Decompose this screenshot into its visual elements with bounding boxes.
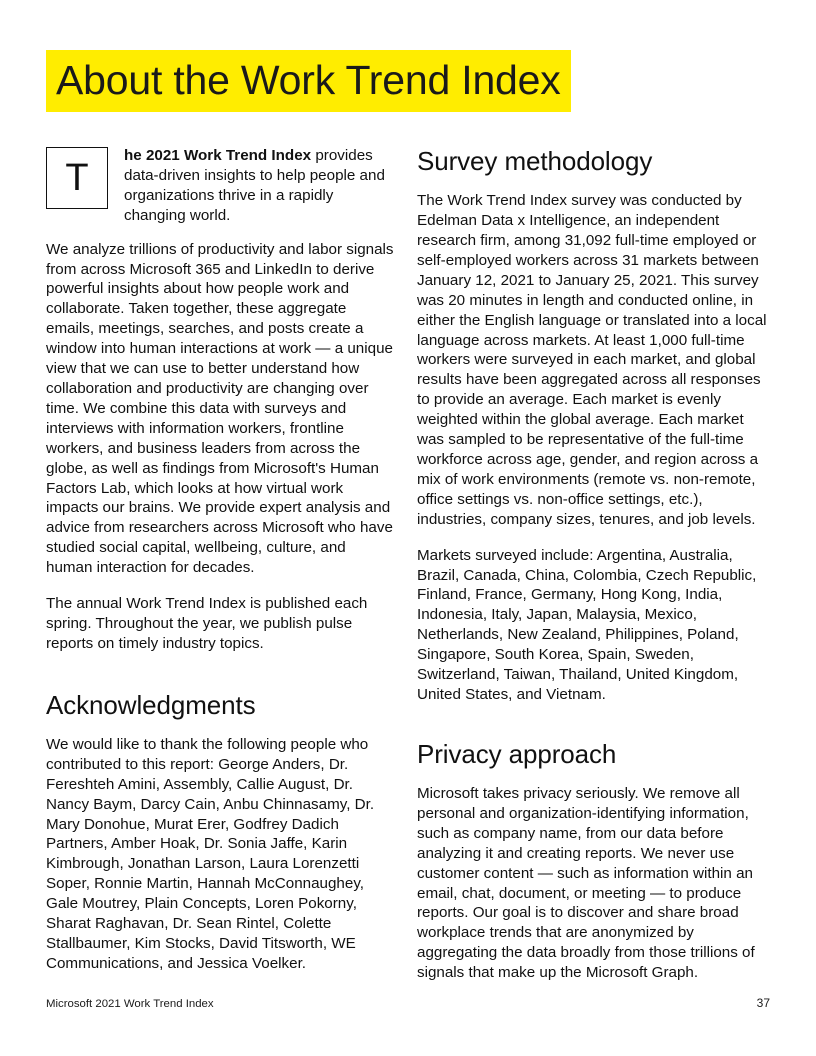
survey-paragraph-2: Markets surveyed include: Argentina, Australia, Brazil, Canada, China, Colombia, Czech Republic, Finland, France, Germany, Hong Kong, India, Indonesia, Italy, Japan, Malaysia, Mexico, Netherlands, New Zealand, Philippines, Poland, Singapore, South Korea, Spain, Sweden, Switzerland, Taiwan, Thailand, United Kingdom, United States, and Vietnam. [417, 546, 757, 703]
left-column [46, 146, 394, 990]
page-footer [46, 996, 770, 1010]
survey-methodology-heading: Survey methodology [417, 146, 653, 176]
intro-lead-bold: he 2021 Work Trend Index [124, 147, 312, 164]
page-title: About the Work Trend Index [46, 50, 571, 112]
privacy-paragraph-1: Microsoft takes privacy seriously. We remove all personal and organization-identifying information, such as company name, from our data before analyzing it and creating reports. We never use customer content — such as information within an email, chat, document, or meeting — to produce reports. Our goal is to discover and share broad workplace trends that are anonymized by aggregating the data broadly from those trillions of signals that make up the Microsoft Graph. [417, 785, 755, 982]
intro-block [46, 146, 394, 226]
footer-label: Microsoft 2021 Work Trend Index [46, 998, 214, 1010]
intro-lead-rest: provides data-driven insights to help people and organizations thrive in a rapidly changing world. [124, 147, 385, 224]
privacy-approach-heading: Privacy approach [417, 738, 617, 769]
right-column [417, 146, 770, 999]
footer-page-number: 37 [756, 996, 770, 1010]
page-title-container [46, 50, 571, 112]
survey-paragraph-1: The Work Trend Index survey was conducted by Edelman Data x Intelligence, an independent research firm, among 31,092 full-time employed or self-employed workers across 31 markets between January 12, 2021 to January 25, 2021. This survey was 20 minutes in length and conducted online, in either the English language or translated into a local language across markets. At least 1,000 full-time workers were surveyed in each market, and global results have been aggregated across all responses to provide an average. Each market is evenly weighted within the global average. Each market was sampled to be representative of the full-time workforce across age, gender, and region across a mix of work environments (remote vs. non-remote, office settings vs. non-office settings, etc.), industries, company sizes, tenures, and job levels. [417, 192, 767, 528]
left-paragraph-2: The annual Work Trend Index is published each spring. Throughout the year, we publish pulse reports on timely industry topics. [46, 595, 368, 652]
acknowledgments-body: We would like to thank the following people who contributed to this report: George Anders, Dr. Fereshteh Amini, Assembly, Callie August, Dr. Nancy Baym, Darcy Cain, Anbu Chinnasamy, Dr. Mary Donohue, Murat Erer, Godfrey Dadich Partners, Amber Hoak, Dr. Sonia Jaffe, Karin Kimbrough, Jonathan Larson, Laura Lorenzetti Soper, Ronnie Martin, Hannah McConnaughey, Gale Moutrey, Plain Concepts, Loren Pokorny, Sharat Raghavan, Dr. Sean Rintel, Colette Stallbaumer, Kim Stocks, David Titsworth, WE Communications, and Jessica Voelker. [46, 735, 375, 972]
left-paragraph-1: We analyze trillions of productivity and labor signals from across Microsoft 365 and LinkedIn to derive powerful insights about how people work and collaborate. Taken together, these aggregate emails, meetings, searches, and posts create a window into human interactions at work — a unique view that we can use to better understand how collaboration and productivity are changing over time. We combine this data with surveys and interviews with information workers, frontline workers, and business leaders from across the globe, as well as findings from Microsoft's Human Factors Lab, which looks at how virtual work impacts our brains. We provide expert analysis and advice from researchers across Microsoft who have studied social capital, wellbeing, culture, and human interaction for decades. [46, 240, 394, 577]
drop-cap: T [46, 147, 108, 209]
intro-text [124, 146, 394, 226]
acknowledgments-heading: Acknowledgments [46, 689, 256, 720]
